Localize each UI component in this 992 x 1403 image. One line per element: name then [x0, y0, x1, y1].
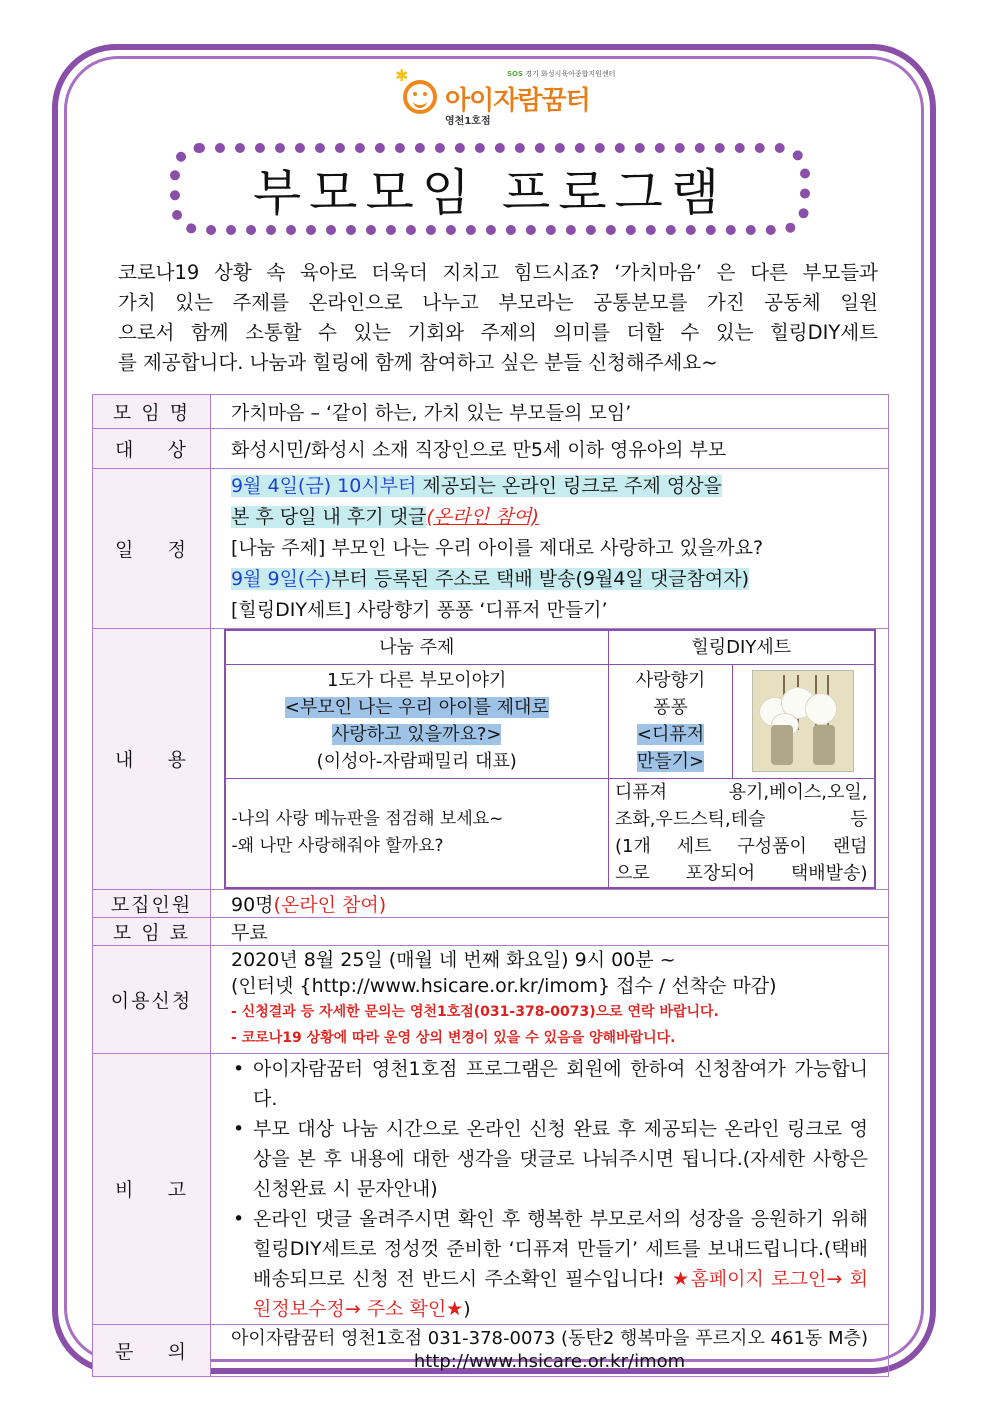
value-contact: 아이자람꿈터 영천1호점 031-378-0073 (동탄2 행복마을 푸르지오 461동 M층) http://www.hsicare.or.kr/imom: [211, 1324, 889, 1376]
value-apply: 2020년 8월 25일 (매월 네 번째 화요일) 9시 00분 ~ (인터넷 {http://www.hsicare.or.kr/imom} 접수 / 선착순 마감) - 신청결과 등 자세한 문의는 영천1호점(031-378-0073)으로 연락 바랍니다. - 코로나19 상황에 따라 운영 상의 변경이 있을 수 있음을 양해바랍니다.: [211, 945, 889, 1053]
logo-center: [507, 69, 615, 79]
col-header-topic: 나눔 주제: [225, 630, 609, 664]
intro-line: 를 제공합니다. 나눔과 힐링에 함께 참여하고 싶은 분들 신청해주세요~: [118, 351, 718, 374]
intro-line: 가치 있는 주제를 온라인으로 나누고 부모라는 공통분모를 가진 공동체 일원: [118, 291, 878, 314]
row-target: [93, 429, 889, 469]
intro-line: 코로나19 상황 속 육아로 더욱더 지치고 힘드시죠? ‘가치마음’ 은 다른 부모들과: [118, 261, 878, 284]
diffuser-photo: [752, 670, 854, 772]
topic-cell: 1도가 다른 부모이야기 <부모인 나는 우리 아이를 제대로 사랑하고 있을까요?> (이성아-자람패밀리 대표): [225, 664, 609, 778]
label-meeting-name: 모 임 명: [93, 395, 211, 429]
info-table: [92, 394, 889, 1377]
title-box: [170, 143, 810, 235]
row-fee: [93, 917, 889, 945]
value-target: 화성시민/화성시 소재 직장인으로 만5세 이하 영유아의 부모: [211, 429, 889, 469]
label-fee: 모 임 료: [93, 917, 211, 945]
value-meeting-name: 가치마음 – ‘같이 하는, 가치 있는 부모들의 모임’: [211, 395, 889, 429]
label-schedule: 일 정: [93, 469, 211, 629]
page-title: 부모모임 프로그램: [252, 164, 728, 222]
diy-notes-cell: 디퓨져 용기,베이스,오일, 조화,우드스틱,테슬 등 (1개 세트 구성품이 랜덤 으로 포장되어 택배발송): [609, 778, 875, 888]
topic-notes-cell: -나의 사랑 메뉴판을 점검해 보세요~ -왜 나만 사랑해줘야 할까요?: [225, 778, 609, 888]
label-capacity: 모집인원: [93, 889, 211, 917]
smiley-face-icon: [403, 80, 437, 114]
star-icon: ✱: [395, 66, 409, 85]
label-content: 내 용: [93, 629, 211, 890]
schedule-line-4: 9월 9일(수)부터 등록된 주소로 택배 발송(9월4일 댓글참여자): [231, 568, 750, 590]
content-table: [224, 629, 876, 889]
apply-note-1: - 신청결과 등 자세한 문의는 영천1호점(031-378-0073)으로 연락 바랍니다.: [231, 1004, 719, 1020]
value-remarks: [211, 1053, 889, 1324]
schedule-date-1: 9월 4일(금) 10시부터: [231, 475, 417, 497]
apply-note-2: - 코로나19 상황에 따라 운영 상의 변경이 있을 수 있음을 양해바랍니다.: [231, 1030, 676, 1046]
value-content: [211, 629, 889, 890]
intro-line: 으로서 함께 소통할 수 있는 기회와 주제의 의미를 더할 수 있는 힐링DIY세트: [118, 321, 878, 344]
logo-branch: 영천1호점: [445, 116, 491, 127]
logo: [395, 68, 615, 130]
center-mark: SOS: [507, 70, 524, 78]
remark-item-3: • 온라인 댓글 올려주시면 확인 후 행복한 부모로서의 성장을 응원하기 위해 힐링DIY세트로 정성껏 준비한 ‘디퓨져 만들기’ 세트를 보내드립니다.(택배 배송되므로 신청 전 반드시 주소확인 필수입니다! ★홈페이지 로그인→ 회원정보수정→ 주소 확인★): [253, 1204, 868, 1324]
schedule-line-3: [나눔 주제] 부모인 나는 우리 아이를 제대로 사랑하고 있을까요?: [231, 537, 764, 559]
logo-name: 아이자람꿈터: [445, 86, 590, 116]
schedule-line-2: 본 후 당일 내 후기 댓글(온라인 참여): [231, 506, 540, 528]
value-capacity: 90명(온라인 참여): [211, 889, 889, 917]
remark-item-2: • 부모 대상 나눔 시간으로 온라인 신청 완료 후 제공되는 온라인 링크로 영상을 본 후 내용에 대한 생각을 댓글로 나눠주시면 됩니다.(자세한 사항은 신청완료 시 문자안내): [253, 1114, 868, 1204]
row-meeting-name: [93, 395, 889, 429]
row-schedule: [93, 469, 889, 629]
online-participation: (온라인 참여): [426, 506, 540, 528]
center-name: 경기 화성시육아종합지원센터: [525, 70, 616, 78]
row-capacity: [93, 889, 889, 917]
schedule-line-5: [힐링DIY세트] 사랑향기 퐁퐁 ‘디퓨저 만들기’: [231, 599, 608, 621]
label-remarks: 비 고: [93, 1053, 211, 1324]
value-schedule: [211, 469, 889, 629]
contact-url: http://www.hsicare.or.kr/imom: [413, 1351, 686, 1372]
schedule-line-1: 9월 4일(금) 10시부터 제공되는 온라인 링크로 주제 영상을: [231, 475, 722, 497]
intro-paragraph: [118, 258, 878, 378]
row-apply: [93, 945, 889, 1053]
row-contact: [93, 1324, 889, 1376]
remark-item-1: • 아이자람꿈터 영천1호점 프로그램은 회원에 한하여 신청참여가 가능합니다.: [253, 1054, 868, 1114]
label-target: 대 상: [93, 429, 211, 469]
label-apply: 이용신청: [93, 945, 211, 1053]
row-content: [93, 629, 889, 890]
diy-cell: 사랑향기 퐁퐁 <디퓨저 만들기>: [609, 664, 733, 778]
schedule-date-2: 9월 9일(수): [231, 568, 332, 590]
diffuser-photo-cell: [733, 664, 875, 778]
row-remarks: [93, 1053, 889, 1324]
col-header-diy: 힐링DIY세트: [609, 630, 875, 664]
label-contact: 문 의: [93, 1324, 211, 1376]
value-fee: 무료: [211, 917, 889, 945]
